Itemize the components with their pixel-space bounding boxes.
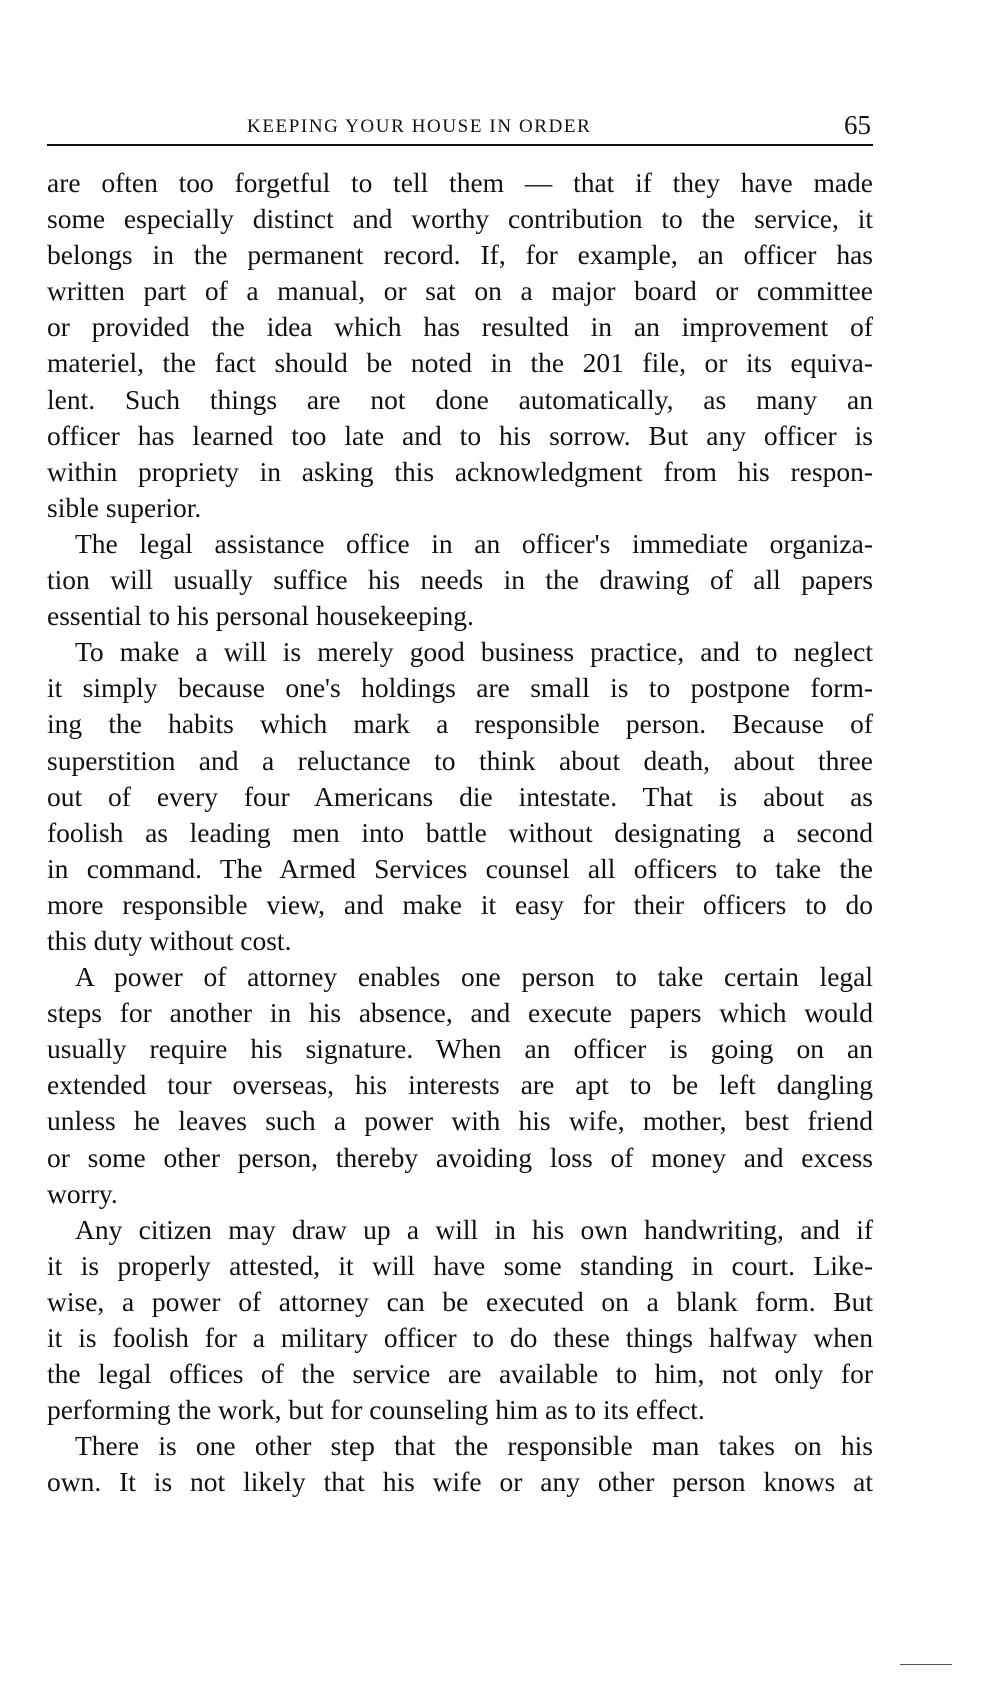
text-line: Any citizen may draw up a will in his own handwriting, and if xyxy=(75,1213,873,1245)
text-line: written part of a manual, or sat on a major board or committee xyxy=(47,275,873,307)
body-text xyxy=(47,165,873,1500)
text-line: superstition and a reluctance to think about death, about three xyxy=(47,744,873,776)
text-line: in command. The Armed Services counsel all officers to take the xyxy=(47,852,873,884)
text-line: sible superior. xyxy=(47,491,202,523)
paragraph xyxy=(47,959,873,1212)
text-line: some especially distinct and worthy contribution to the service, it xyxy=(47,203,873,235)
text-line: The legal assistance office in an officer's immediate organiza- xyxy=(75,527,873,559)
text-line: wise, a power of attorney can be executed on a blank form. But xyxy=(47,1285,873,1317)
text-line: it simply because one's holdings are small is to postpone form- xyxy=(47,672,873,704)
text-line: materiel, the fact should be noted in the 201 file, or its equiva- xyxy=(47,347,873,379)
text-line: it is properly attested, it will have some standing in court. Like- xyxy=(47,1249,873,1281)
text-line: worry. xyxy=(47,1177,118,1209)
page-number: 65 xyxy=(844,110,871,140)
text-line: the legal offices of the service are available to him, not only for xyxy=(47,1358,873,1390)
text-line: out of every four Americans die intestate. That is about as xyxy=(47,780,873,812)
text-line: There is one other step that the responsible man takes on his xyxy=(75,1430,873,1462)
text-line: tion will usually suffice his needs in the drawing of all papers xyxy=(47,564,873,596)
text-line: lent. Such things are not done automatically, as many an xyxy=(47,383,873,415)
text-line: To make a will is merely good business practice, and to neglect xyxy=(75,636,873,668)
text-line: officer has learned too late and to his sorrow. But any officer is xyxy=(47,419,873,451)
paragraph xyxy=(47,526,873,634)
paragraph xyxy=(47,1428,873,1500)
text-line: belongs in the permanent record. If, for example, an officer has xyxy=(47,239,873,271)
text-line: this duty without cost. xyxy=(47,924,292,956)
text-line: more responsible view, and make it easy for their officers to do xyxy=(47,888,873,920)
paragraph xyxy=(47,1212,873,1429)
text-line: unless he leaves such a power with his wife, mother, best friend xyxy=(47,1105,873,1137)
text-line: within propriety in asking this acknowledgment from his respon- xyxy=(47,455,873,487)
text-line: A power of attorney enables one person to take certain legal xyxy=(75,961,873,993)
text-line: performing the work, but for counseling him as to its effect. xyxy=(47,1394,705,1426)
text-line: or provided the idea which has resulted in an improvement of xyxy=(47,311,873,343)
page-header xyxy=(47,108,873,146)
paragraph xyxy=(47,634,873,959)
text-line: usually require his signature. When an officer is going on an xyxy=(47,1033,873,1065)
text-line: are often too forgetful to tell them — that if they have made xyxy=(47,167,873,198)
text-line: ing the habits which mark a responsible person. Because of xyxy=(47,708,873,740)
text-line: it is foolish for a military officer to do these things halfway when xyxy=(47,1322,873,1353)
running-title: KEEPING YOUR HOUSE IN ORDER xyxy=(247,116,592,137)
paragraph xyxy=(47,165,873,526)
text-line: essential to his personal housekeeping. xyxy=(47,600,474,632)
text-line: foolish as leading men into battle without designating a second xyxy=(47,816,873,848)
text-line: extended tour overseas, his interests are apt to be left dangling xyxy=(47,1069,873,1101)
text-line: own. It is not likely that his wife or any other person knows at xyxy=(47,1466,873,1498)
footer-rule xyxy=(900,1664,952,1665)
text-line: or some other person, thereby avoiding loss of money and excess xyxy=(47,1141,873,1173)
text-line: steps for another in his absence, and execute papers which would xyxy=(47,997,873,1029)
